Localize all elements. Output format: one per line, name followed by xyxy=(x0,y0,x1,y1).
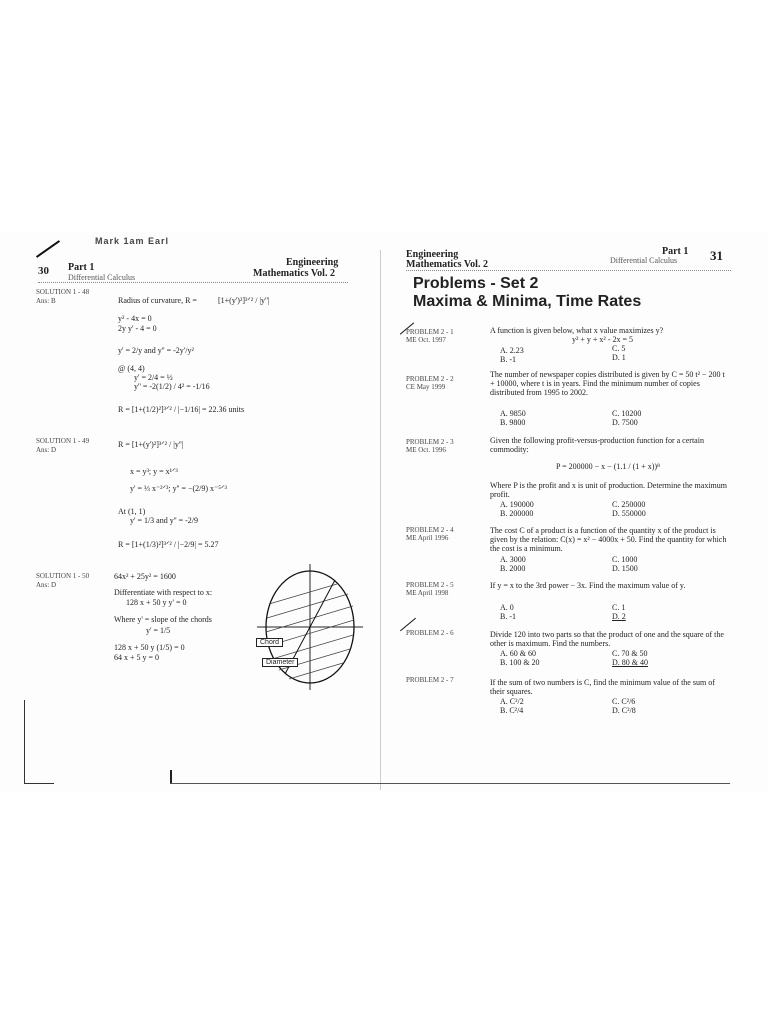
problem-source: CE May 1999 xyxy=(406,383,446,391)
handwritten-note: Mark 1am Earl xyxy=(95,236,170,246)
option-b: B. 200000 xyxy=(500,509,534,518)
problem-id: PROBLEM 2 - 3 xyxy=(406,438,454,446)
option-a: A. C²/2 xyxy=(500,697,524,706)
ellipse-chords-diagram xyxy=(255,562,365,692)
problem-text: Given the following profit-versus-production function for a certain commodity: xyxy=(490,436,704,454)
problem-formula: P = 200000 − x − (1.1 / (1 + x))⁸ xyxy=(556,462,660,471)
option-d: D. 550000 xyxy=(612,509,646,518)
equation-15: Differentiate with respect to x: xyxy=(114,588,213,597)
option-c: C. 250000 xyxy=(612,500,646,509)
option-b: B. -1 xyxy=(500,612,516,621)
section-heading: Maxima & Minima, Time Rates xyxy=(413,293,642,310)
equation-10: y' = ⅓ x⁻²ᐟ³; y'' = −(2/9) x⁻⁵ᐟ³ xyxy=(130,484,227,493)
problem-source: ME Oct. 1996 xyxy=(406,446,446,454)
set-heading: Problems - Set 2 xyxy=(413,275,539,292)
solution-49-answer: Ans: D xyxy=(36,446,57,454)
scanned-spread xyxy=(0,232,768,792)
option-d: D. 7500 xyxy=(612,418,638,427)
option-d: D. C²/8 xyxy=(612,706,636,715)
radius-label: Radius of curvature, R = xyxy=(118,296,197,305)
equation-19: 128 x + 50 y (1/5) = 0 xyxy=(114,643,185,652)
option-d: D. 1500 xyxy=(612,564,638,573)
equation-1: y² - 4x = 0 xyxy=(118,314,152,323)
bottom-edge xyxy=(170,783,730,784)
problem-text: Divide 120 into two parts so that the product of one and the square of the other is maximum. Find the numbers. xyxy=(490,630,724,648)
option-a: A. 3000 xyxy=(500,555,526,564)
equation-2: 2y y' - 4 = 0 xyxy=(118,324,157,333)
equation-17: Where y' = slope of the chords xyxy=(114,615,212,624)
solution-48-answer: Ans: B xyxy=(36,297,56,305)
option-d: D. 2 xyxy=(612,612,626,621)
problem-id: PROBLEM 2 - 4 xyxy=(406,526,454,534)
right-book-title-2: Mathematics Vol. 2 xyxy=(406,259,488,270)
option-a: A. 60 & 60 xyxy=(500,649,536,658)
problem-text: The number of newspaper copies distributed is given by C = 50 t² − 200 t + 10000, where t is in years. Find the minimum number of copies distributed from 1995 to 2002. xyxy=(490,370,725,397)
radius-formula: [1+(y')²]³ᐟ² / |y''| xyxy=(218,296,270,305)
option-c: C. 1000 xyxy=(612,555,638,564)
option-b: B. 2000 xyxy=(500,564,526,573)
problem-source: ME April 1996 xyxy=(406,534,449,542)
problem-id: PROBLEM 2 - 1 xyxy=(406,328,454,336)
page-number: 31 xyxy=(710,248,723,263)
equation-5: y' = 2/4 = ½ xyxy=(134,373,173,382)
problem-text: If the sum of two numbers is C, find the minimum value of the sum of their squares. xyxy=(490,678,715,696)
option-b: B. 9800 xyxy=(500,418,526,427)
equation-11: At (1, 1) xyxy=(118,507,146,516)
equation-4: @ (4, 4) xyxy=(118,364,145,373)
problem-formula: y² + y + x² - 2x = 5 xyxy=(572,335,633,344)
header-rule xyxy=(38,282,348,285)
problem-id: PROBLEM 2 - 6 xyxy=(406,629,454,637)
page-edge-mark-base xyxy=(24,783,54,784)
option-c: C. C²/6 xyxy=(612,697,636,706)
book-spine xyxy=(380,250,381,790)
equation-8: R = [1+(y')²]³ᐟ² / |y''| xyxy=(118,440,184,449)
equation-3: y' = 2/y and y'' = -2y'/y² xyxy=(118,346,194,355)
option-c: C. 1 xyxy=(612,603,626,612)
left-part-label: Part 1 xyxy=(68,262,95,273)
option-b: B. 100 & 20 xyxy=(500,658,540,667)
problem-text: If y = x to the 3rd power − 3x. Find the maximum value of y. xyxy=(490,581,686,590)
option-a: A. 2.23 xyxy=(500,346,524,355)
solution-50-label: SOLUTION 1 - 50 xyxy=(36,572,90,580)
option-d: D. 80 & 40 xyxy=(612,658,648,667)
option-c: C. 70 & 50 xyxy=(612,649,648,658)
right-part-label: Part 1 xyxy=(662,246,689,257)
equation-7: R = [1+(1/2)²]³ᐟ² / |−1/16| = 22.36 units xyxy=(118,405,245,414)
problem-id: PROBLEM 2 - 2 xyxy=(406,375,454,383)
page-edge-mark xyxy=(24,700,25,784)
problem-text: The cost C of a product is a function of the quantity x of the product is given by the relation: C(x) = x² − 4000x + 50. Find the quantity for which the cost is a minimum. xyxy=(490,526,727,553)
problem-text: A function is given below, what x value maximizes y? xyxy=(490,326,664,335)
equation-16: 128 x + 50 y y' = 0 xyxy=(126,598,187,607)
option-c: C. 10200 xyxy=(612,409,642,418)
problem-id: PROBLEM 2 - 7 xyxy=(406,676,454,684)
problem-id: PROBLEM 2 - 5 xyxy=(406,581,454,589)
problem-text-2: Where P is the profit and x is unit of production. Determine the maximum profit. xyxy=(490,481,727,499)
option-b: B. C²/4 xyxy=(500,706,524,715)
equation-6: y'' = -2(1/2) / 4² = -1/16 xyxy=(134,382,210,391)
equation-14: 64x² + 25y² = 1600 xyxy=(114,572,176,581)
left-subject: Differential Calculus xyxy=(68,273,136,282)
option-d: D. 1 xyxy=(612,353,626,362)
right-header-rule xyxy=(406,270,731,273)
solution-50-answer: Ans: D xyxy=(36,581,57,589)
option-c: C. 5 xyxy=(612,344,626,353)
left-book-title-1: Engineering xyxy=(286,257,339,268)
problem-source: ME April 1998 xyxy=(406,589,449,597)
chord-label: Chord xyxy=(256,638,283,647)
right-book-title-1: Engineering xyxy=(406,249,459,260)
equation-13: R = [1+(1/3)²]³ᐟ² / |−2/9| = 5.27 xyxy=(118,540,219,549)
equation-18: y' = 1/5 xyxy=(146,626,171,635)
problem-source: ME Oct. 1997 xyxy=(406,336,446,344)
right-subject: Differential Calculus xyxy=(610,256,678,265)
option-b: B. -1 xyxy=(500,355,516,364)
option-a: A. 0 xyxy=(500,603,514,612)
solution-49-label: SOLUTION 1 - 49 xyxy=(36,437,90,445)
left-book-title-2: Mathematics Vol. 2 xyxy=(253,268,335,279)
equation-12: y' = 1/3 and y'' = -2/9 xyxy=(130,516,199,525)
spine-mark xyxy=(170,770,172,784)
equation-20: 64 x + 5 y = 0 xyxy=(114,653,160,662)
option-a: A. 190000 xyxy=(500,500,534,509)
equation-9: x = y³; y = x¹ᐟ³ xyxy=(130,467,178,476)
left-corner-number: 30 xyxy=(38,265,49,277)
option-a: A. 9850 xyxy=(500,409,526,418)
diameter-label: Diameter xyxy=(262,658,298,667)
solution-48-label: SOLUTION 1 - 48 xyxy=(36,288,90,296)
